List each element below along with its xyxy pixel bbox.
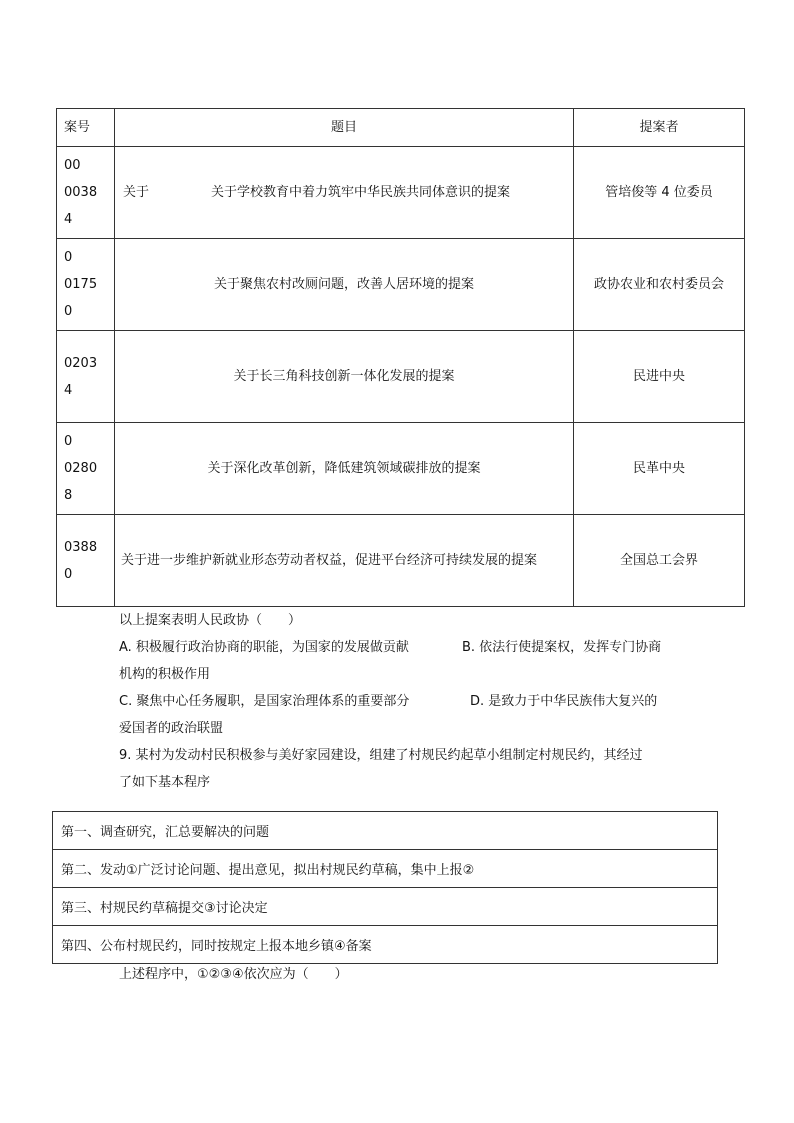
header-case-number: 案号 xyxy=(57,109,115,147)
case-number-line: 4 xyxy=(64,382,73,398)
table-row xyxy=(57,331,745,423)
case-number-line: 00 xyxy=(64,158,81,173)
question9-stem: 9. 某村为发动村民积极参与美好家园建设，组建了村规民约起草小组制定村规民约，其经过 xyxy=(119,748,643,763)
case-number-cell xyxy=(57,423,115,515)
header-title: 题目 xyxy=(115,109,574,147)
procedure-step xyxy=(53,850,718,888)
procedure-step xyxy=(53,888,718,926)
question8-option-a: A. 积极履行政治协商的职能，为国家的发展做贡献 xyxy=(119,640,409,655)
case-number-cell xyxy=(57,515,115,607)
procedure-step xyxy=(53,926,718,964)
header-proposer: 提案者 xyxy=(574,109,745,147)
procedure-table xyxy=(52,811,718,964)
case-number-line: 0038 xyxy=(64,185,98,200)
question8-option-d: D. 是致力于中华民族伟大复兴的 xyxy=(470,694,658,709)
case-number-line: 0280 xyxy=(64,461,98,476)
case-number-line: 0 xyxy=(64,566,73,582)
question9-stem-cont: 了如下基本程序 xyxy=(119,775,211,790)
table-row xyxy=(57,239,745,331)
case-number-line: 0 xyxy=(64,434,73,449)
question8-option-d-cont: 爱国者的政治联盟 xyxy=(119,721,224,736)
table-row xyxy=(57,515,745,607)
procedure-step-text: 第三、村规民约草稿提交③讨论决定 xyxy=(53,888,718,926)
table-row xyxy=(57,423,745,515)
question9-ask: 上述程序中，①②③④依次应为（ ） xyxy=(119,967,348,982)
proposer-cell: 政协农业和农村委员会 xyxy=(574,239,745,331)
case-number-line: 0203 xyxy=(64,355,98,371)
question8-option-c: C. 聚焦中心任务履职，是国家治理体系的重要部分 xyxy=(119,694,410,709)
case-number-cell xyxy=(57,331,115,423)
procedure-step xyxy=(53,812,718,850)
title-cell xyxy=(115,147,574,239)
case-number-cell xyxy=(57,239,115,331)
table-row xyxy=(57,147,745,239)
procedure-step-text: 第二、发动①广泛讨论问题、提出意见，拟出村规民约草稿，集中上报② xyxy=(53,850,718,888)
title-prefix: 关于 xyxy=(123,185,150,200)
case-number-line: 0 xyxy=(64,304,73,319)
proposal-title: 关于长三角科技创新一体化发展的提案 xyxy=(115,331,574,423)
question8-option-b: B. 依法行使提案权，发挥专门协商 xyxy=(462,640,662,655)
proposal-table xyxy=(56,108,745,607)
question8-option-b-cont: 机构的积极作用 xyxy=(119,667,211,682)
table-header-row xyxy=(57,109,745,147)
procedure-step-text: 第四、公布村规民约，同时按规定上报本地乡镇④备案 xyxy=(53,926,718,964)
proposer-cell: 全国总工会界 xyxy=(574,515,745,607)
proposer-cell: 民进中央 xyxy=(574,331,745,423)
proposal-title: 关于进一步维护新就业形态劳动者权益，促进平台经济可持续发展的提案 xyxy=(115,515,574,607)
proposer-cell: 民革中央 xyxy=(574,423,745,515)
case-number-line: 8 xyxy=(64,488,73,503)
proposer-cell: 管培俊等 4 位委员 xyxy=(574,147,745,239)
case-number-line: 0 xyxy=(64,250,73,265)
case-number-line: 0175 xyxy=(64,277,98,292)
case-number-line: 0388 xyxy=(64,539,98,555)
case-number-cell xyxy=(57,147,115,239)
question8-stem: 以上提案表明人民政协（ ） xyxy=(119,613,302,628)
proposal-title: 关于聚焦农村改厕问题，改善人居环境的提案 xyxy=(115,239,574,331)
proposal-title: 关于深化改革创新，降低建筑领域碳排放的提案 xyxy=(115,423,574,515)
procedure-step-text: 第一、调查研究，汇总要解决的问题 xyxy=(53,812,718,850)
proposal-title: 关于学校教育中着力筑牢中华民族共同体意识的提案 xyxy=(211,185,511,200)
case-number-line: 4 xyxy=(64,212,73,227)
